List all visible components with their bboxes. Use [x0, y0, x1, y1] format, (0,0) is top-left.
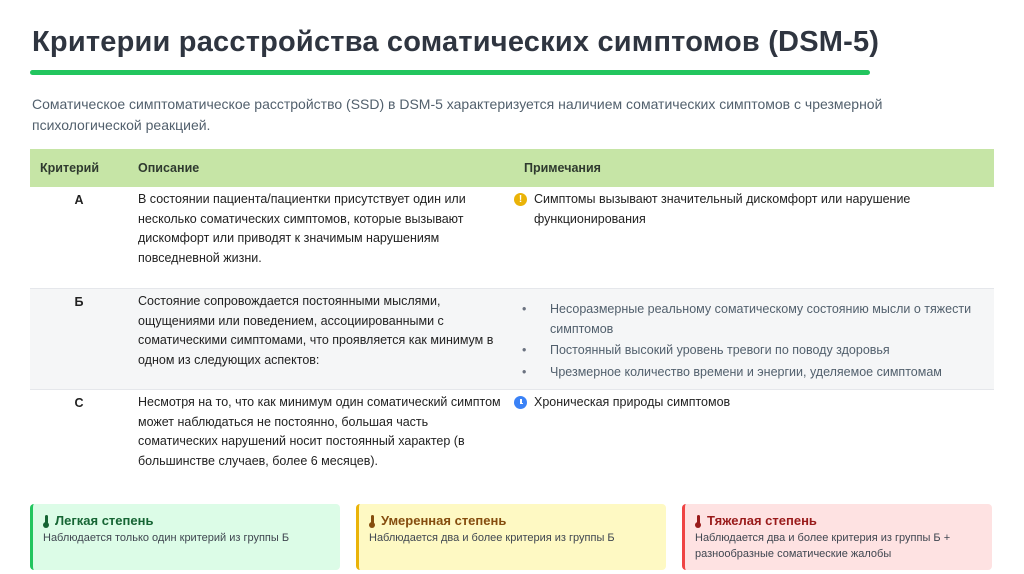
warning-icon: !	[514, 193, 527, 206]
criterion-notes	[514, 390, 994, 476]
list-item: • Постоянный высокий уровень тревоги по поводу здоровья	[514, 341, 984, 361]
thermometer-icon	[369, 515, 375, 527]
aspects-list	[514, 292, 984, 382]
thermometer-icon	[43, 515, 49, 527]
severity-title: Умеренная степень	[381, 513, 507, 528]
severity-title: Тяжелая степень	[707, 513, 817, 528]
table-row	[30, 289, 994, 390]
clock-icon	[514, 396, 527, 409]
severity-text: Наблюдается два и более критерия из группы Б	[369, 532, 615, 544]
criterion-letter: А	[30, 187, 128, 289]
table-row	[30, 187, 994, 289]
thermometer-icon	[695, 515, 701, 527]
intro-text: Соматическое симптоматическое расстройство (SSD) в DSM-5 характеризуется наличием соматических симптомов с чрезмерной психологической реакцией.	[32, 96, 883, 133]
list-item: • Несоразмерные реальному соматическому состоянию мысли о тяжести симптомов	[514, 300, 984, 339]
severity-title: Легкая степень	[55, 513, 154, 528]
severity-card-mild	[30, 504, 340, 570]
list-item: • Чрезмерное количество времени и энергии, уделяемое симптомам	[514, 363, 984, 383]
criterion-notes	[514, 289, 994, 390]
criteria-table	[30, 149, 994, 475]
criterion-letter: Б	[30, 289, 128, 390]
header-criterion: Критерий	[30, 149, 128, 187]
criterion-description: Несмотря на то, что как минимум один соматический симптом может наблюдаться не постоянно, большая часть соматических нарушений носит постоянный характер (в большинстве случаев, более 6 месяцев).	[138, 395, 501, 468]
severity-text: Наблюдается только один критерий из группы Б	[43, 532, 290, 544]
header-notes: Примечания	[514, 149, 994, 187]
criterion-description: Состояние сопровождается постоянными мыслями, ощущениями или поведением, ассоциированными с соматическими симптомами, что проявляется как минимум в одном из следующих аспектов:	[128, 289, 514, 390]
header-description: Описание	[128, 149, 514, 187]
criterion-notes	[514, 187, 994, 289]
table-header-row	[30, 149, 994, 187]
criterion-description: В состоянии пациента/пациентки присутствует один или несколько соматических симптомов, которые вызывают дискомфорт или приводят к значимым нарушениям повседневной жизни.	[128, 187, 514, 289]
severity-card-moderate	[356, 504, 666, 570]
criterion-letter: С	[74, 396, 84, 410]
note-text: Хроническая природы симптомов	[534, 395, 731, 409]
page-title: Критерии расстройства соматических симптомов (DSM-5)	[32, 26, 880, 58]
note-text: Симптомы вызывают значительный дискомфорт или нарушение функционирования	[534, 192, 911, 226]
title-underline	[30, 70, 870, 75]
table-row	[30, 390, 994, 476]
severity-text: Наблюдается два и более критерия из группы Б + разнообразные соматические жалобы	[695, 532, 951, 560]
severity-card-severe	[682, 504, 992, 570]
